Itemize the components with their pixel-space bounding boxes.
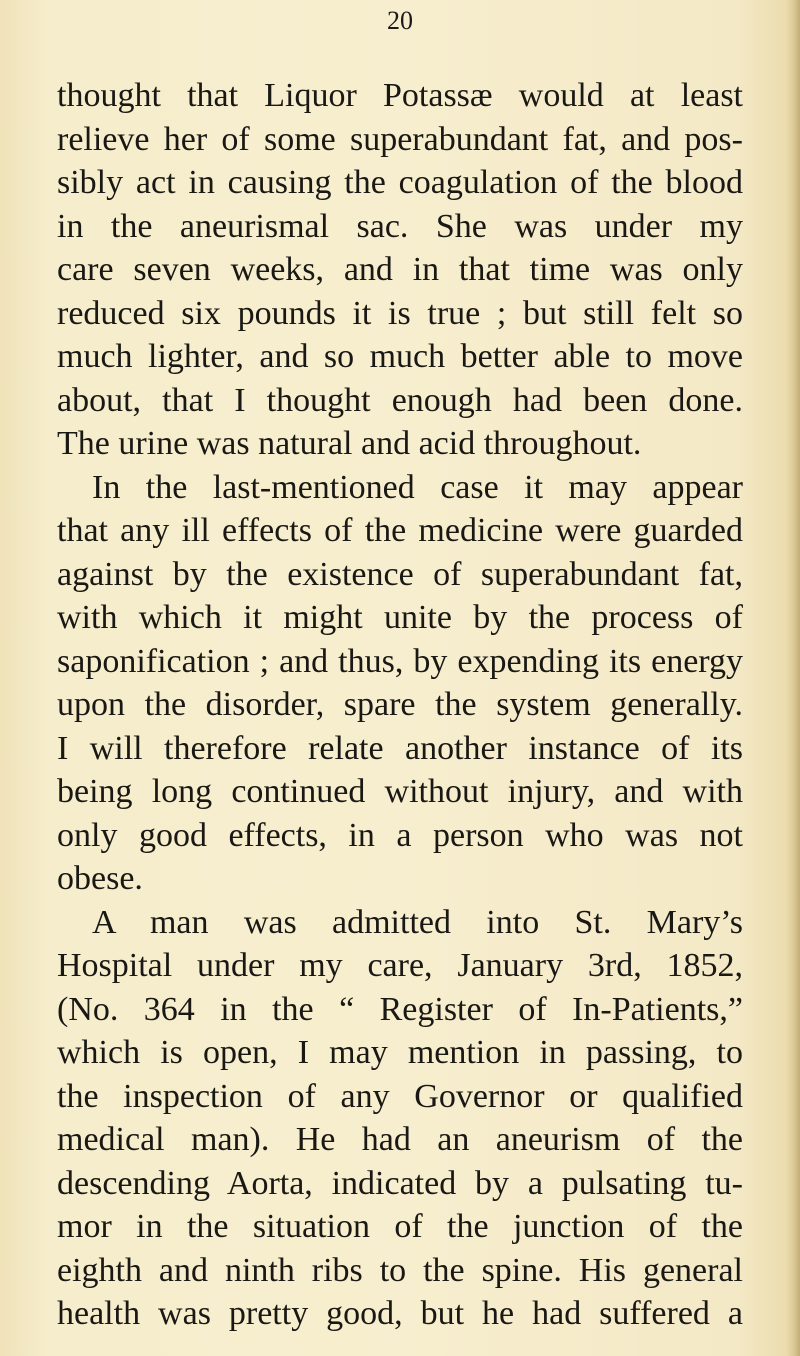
text-line: the inspection of any Governor or qualified xyxy=(57,1077,743,1115)
text-line: The urine was natural and acid throughout. xyxy=(57,425,642,462)
text-line: upon the disorder, spare the system generally. xyxy=(57,686,743,723)
text-line: sibly act in causing the coagulation of the blood xyxy=(57,164,743,201)
text-line: I will therefore relate another instance of its xyxy=(57,729,743,767)
text-line: being long continued without injury, and with xyxy=(57,773,743,810)
page-number: 20 xyxy=(387,6,413,35)
text-line: which is open, I may mention in passing, to xyxy=(57,1034,743,1071)
text-line: that any ill effects of the medicine were guarded xyxy=(57,512,743,549)
text-line: much lighter, and so much better able to move xyxy=(57,338,743,375)
body-text xyxy=(57,74,743,1336)
text-line: In the last-mentioned case it may appear xyxy=(92,468,743,506)
text-line: with which it might unite by the process of xyxy=(57,599,743,636)
text-line: descending Aorta, indicated by a pulsating tu- xyxy=(57,1164,743,1202)
text-line: (No. 364 in the “ Register of In-Patients,” xyxy=(57,990,743,1028)
text-line: eighth and ninth ribs to the spine. His general xyxy=(57,1251,743,1289)
text-line: A man was admitted into St. Mary’s xyxy=(92,903,743,941)
text-line: Hospital under my care, January 3rd, 1852, xyxy=(57,947,743,984)
text-line: obese. xyxy=(57,860,143,897)
text-line: reduced six pounds it is true ; but still felt so xyxy=(57,294,743,332)
text-line: medical man). He had an aneurism of the xyxy=(57,1121,743,1158)
text-line: thought that Liquor Potassæ would at least xyxy=(57,77,743,114)
text-line: in the aneurismal sac. She was under my xyxy=(57,207,743,245)
page-edge-shadow xyxy=(786,0,800,1356)
text-line: health was pretty good, but he had suffered a xyxy=(57,1295,743,1332)
text-line: care seven weeks, and in that time was only xyxy=(57,251,743,288)
text-line: only good effects, in a person who was not xyxy=(57,816,743,854)
text-line: relieve her of some superabundant fat, and pos- xyxy=(57,120,743,158)
text-line: against by the existence of superabundant fat, xyxy=(57,555,743,593)
text-line: saponification ; and thus, by expending its energy xyxy=(57,642,743,680)
text-line: about, that I thought enough had been done. xyxy=(57,381,743,419)
text-line: mor in the situation of the junction of the xyxy=(57,1208,743,1245)
